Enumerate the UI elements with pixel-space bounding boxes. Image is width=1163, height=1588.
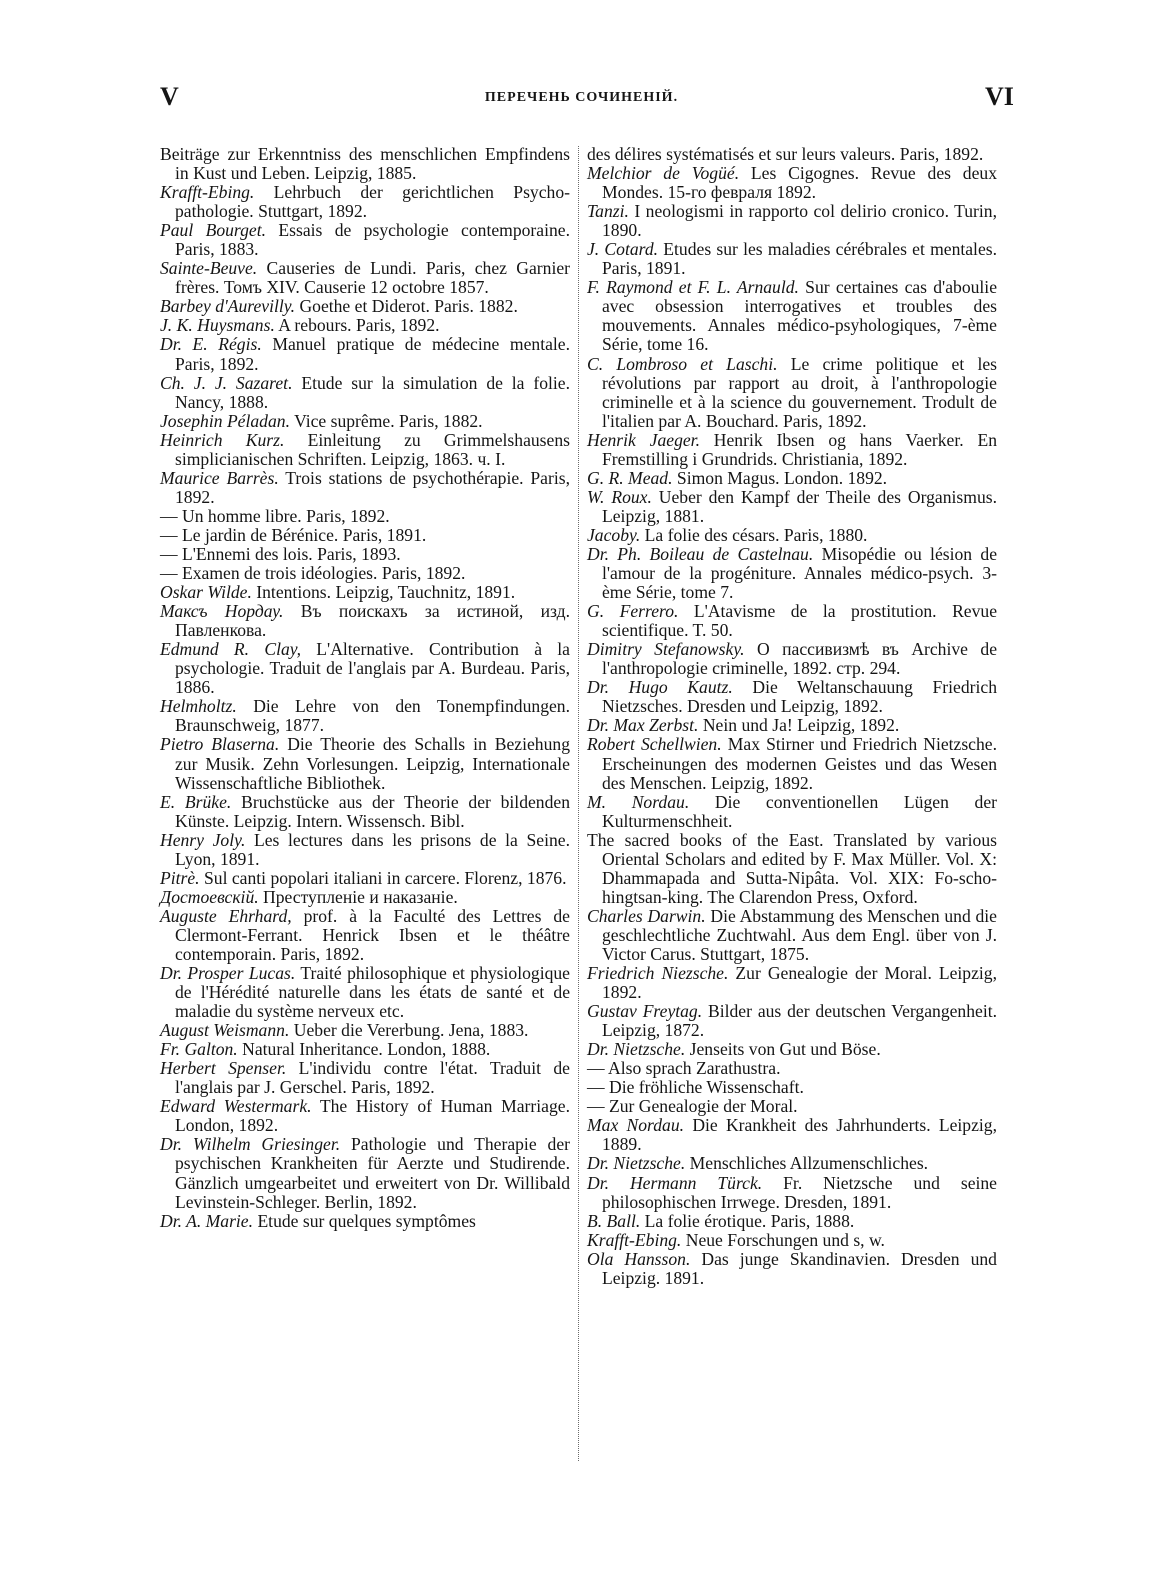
entry-text: — Un homme libre. Paris, 1892. bbox=[160, 505, 390, 526]
bibliography-entry bbox=[587, 716, 997, 735]
entry-author: Dr. Nietzsche. bbox=[587, 1039, 686, 1060]
bibliography-entry bbox=[160, 545, 570, 564]
bibliography-entry bbox=[587, 1002, 997, 1040]
entry-author: Max Nordau. bbox=[587, 1115, 685, 1136]
entry-text: Etude sur la simulation de la folie. Nancy, 1888. bbox=[175, 372, 570, 412]
bibliography-entry bbox=[160, 374, 570, 412]
entry-text: Traité philosophique et physiologique de l'Hérédité naturelle dans les états de santé et de maladie du système nerveux etc. bbox=[175, 963, 570, 1022]
entry-author: G. R. Mead. bbox=[587, 467, 673, 488]
entry-text: Trois stations de psychothérapie. Paris, 1892. bbox=[175, 467, 570, 507]
entry-text: Etude sur quelques symptômes bbox=[257, 1210, 476, 1231]
bibliography-entry bbox=[587, 1231, 997, 1250]
entry-author: Dr. Ph. Boileau de Castelnau. bbox=[587, 543, 814, 564]
entry-text: Simon Magus. London. 1892. bbox=[676, 467, 888, 488]
entry-author: Максъ Нордау. bbox=[160, 601, 284, 622]
running-title: ПЕРЕЧЕНЬ СОЧИНЕНІЙ. bbox=[484, 90, 679, 105]
entry-text: Въ поискахъ за истиной, изд. Павленкова. bbox=[175, 601, 570, 641]
entry-text: des délires systématisés et sur leurs valeurs. Paris, 1892. bbox=[587, 144, 984, 164]
bibliography-entry bbox=[160, 735, 570, 792]
bibliography-entry bbox=[160, 221, 570, 259]
bibliography-entry bbox=[587, 964, 997, 1002]
bibliography-entry bbox=[587, 145, 997, 164]
entry-author: Достоевскій. bbox=[160, 886, 259, 907]
bibliography-entry bbox=[587, 469, 997, 488]
entry-author: Oskar Wilde. bbox=[160, 582, 252, 603]
entry-text: Ueber die Vererbung. Jena, 1883. bbox=[293, 1020, 529, 1041]
entry-text: Goethe et Diderot. Paris. 1882. bbox=[299, 296, 518, 317]
bibliography-entry bbox=[160, 583, 570, 602]
bibliography-entry bbox=[160, 1212, 570, 1231]
entry-text: Les Cigognes. Revue des deux Mondes. 15-го февраля 1892. bbox=[602, 163, 997, 203]
entry-text: Vice suprême. Paris, 1882. bbox=[294, 410, 483, 431]
entry-author: Josephin Péladan. bbox=[160, 410, 290, 431]
bibliography-entry bbox=[160, 297, 570, 316]
page-number-right: VI bbox=[985, 82, 1014, 111]
bibliography-entry bbox=[587, 735, 997, 792]
entry-text: Ueber den Kampf der Theile des Organismus. Leipzig, 1881. bbox=[602, 486, 997, 526]
entry-text: L'individu contre l'état. Traduit de l'anglais par J. Gerschel. Paris, 1892. bbox=[175, 1058, 570, 1098]
entry-author: J. Cotard. bbox=[587, 239, 659, 260]
entry-text: — Examen de trois idéologies. Paris, 1892. bbox=[160, 563, 466, 584]
entry-author: J. K. Huysmans. bbox=[160, 315, 275, 336]
entry-text: Le crime politique et les révolutions par rapport au droit, à l'anthropologie criminelle et à la science du gouvernement. Trodult de l'italien par A. Bouchard. Paris, 1892. bbox=[602, 353, 997, 431]
bibliography-entry bbox=[160, 1097, 570, 1135]
bibliography-entry bbox=[587, 278, 997, 354]
entry-text: Menschliches Allzumenschliches. bbox=[689, 1153, 929, 1174]
entry-author: Fr. Galton. bbox=[160, 1039, 238, 1060]
page-header bbox=[0, 82, 1163, 112]
entry-text: Jenseits von Gut und Böse. bbox=[689, 1039, 881, 1060]
bibliography-entry bbox=[160, 564, 570, 583]
entry-author: Charles Darwin. bbox=[587, 905, 706, 926]
entry-author: August Weismann. bbox=[160, 1020, 290, 1041]
bibliography-entry bbox=[587, 488, 997, 526]
page-number-left: V bbox=[160, 82, 179, 111]
entry-text: Die Lehre von den Tonempfindungen. Braunschweig, 1877. bbox=[175, 696, 570, 736]
entry-text: — Die fröhliche Wissenschaft. bbox=[587, 1077, 804, 1098]
entry-author: Heinrich Kurz. bbox=[160, 429, 285, 450]
column-divider bbox=[578, 146, 579, 1461]
entry-text: La folie érotique. Paris, 1888. bbox=[644, 1210, 855, 1231]
bibliography-entry bbox=[160, 602, 570, 640]
bibliography-entry bbox=[587, 1174, 997, 1212]
entry-author: Jacoby. bbox=[587, 524, 641, 545]
bibliography-entry bbox=[160, 507, 570, 526]
entry-text: Etudes sur les maladies cérébrales et mentales. Paris, 1891. bbox=[602, 239, 998, 279]
bibliography-entry bbox=[587, 431, 997, 469]
entry-text: Die conventionellen Lügen der Kulturmenschheit. bbox=[602, 791, 997, 831]
bibliography-entry bbox=[160, 1021, 570, 1040]
bibliography-entry bbox=[160, 831, 570, 869]
entry-author: E. Brüke. bbox=[160, 791, 232, 812]
entry-author: Ch. J. J. Sazaret. bbox=[160, 372, 293, 393]
entry-text: I neologismi in rapporto col delirio cronico. Turin, 1890. bbox=[602, 201, 997, 241]
entry-text: Преступленіе и наказаніе. bbox=[263, 886, 458, 907]
entry-text: — Zur Genealogie der Moral. bbox=[587, 1096, 798, 1117]
bibliography-entry bbox=[160, 412, 570, 431]
entry-author: Dr. Nietzsche. bbox=[587, 1153, 686, 1174]
entry-author: Tanzi. bbox=[587, 201, 629, 222]
entry-author: Maurice Barrès. bbox=[160, 467, 279, 488]
bibliography-entry bbox=[160, 907, 570, 964]
bibliography-entry bbox=[160, 964, 570, 1021]
bibliography-entry bbox=[160, 793, 570, 831]
bibliography-entry bbox=[160, 183, 570, 221]
entry-author: Edmund R. Clay, bbox=[160, 639, 301, 660]
bibliography-entry bbox=[587, 1097, 997, 1116]
entry-author: Dimitry Stefanowsky. bbox=[587, 639, 745, 660]
entry-author: Pietro Blaserna. bbox=[160, 734, 280, 755]
entry-author: Friedrich Niezsche. bbox=[587, 963, 729, 984]
bibliography-entry bbox=[160, 1040, 570, 1059]
entry-author: M. Nordau. bbox=[587, 791, 690, 812]
entry-text: prof. à la Faculté des Lettres de Clermont-Ferrant. Henrick Ibsen et le théâtre contemporain. Paris, 1892. bbox=[175, 905, 570, 964]
entry-author: Dr. Hermann Türck. bbox=[587, 1172, 763, 1193]
bibliography-entry bbox=[587, 526, 997, 545]
bibliography-entry bbox=[587, 1250, 997, 1288]
bibliography-entry bbox=[587, 1154, 997, 1173]
bibliography-entry bbox=[587, 355, 997, 431]
entry-author: F. Raymond et F. L. Arnauld. bbox=[587, 277, 799, 298]
entry-author: Henry Joly. bbox=[160, 829, 246, 850]
entry-text: — L'Ennemi des lois. Paris, 1893. bbox=[160, 543, 401, 564]
entry-author: Dr. E. Régis. bbox=[160, 334, 262, 355]
entry-author: Gustav Freytag. bbox=[587, 1001, 703, 1022]
entry-author: Henrik Jaeger. bbox=[587, 429, 700, 450]
bibliography-entry bbox=[160, 1135, 570, 1211]
entry-text: Die Krankheit des Jahrhunderts. Leipzig, 1889. bbox=[602, 1115, 997, 1155]
entry-author: C. Lombroso et Laschi. bbox=[587, 353, 778, 374]
bibliography-entry bbox=[160, 335, 570, 373]
left-column bbox=[160, 145, 570, 1231]
entry-text: Causeries de Lundi. Paris, chez Garnier frères. Томъ XIV. Causerie 12 octobre 1857. bbox=[175, 258, 570, 298]
bibliography-entry bbox=[587, 1059, 997, 1078]
bibliography-entry bbox=[587, 793, 997, 831]
entry-text: — Also sprach Zarathustra. bbox=[587, 1058, 781, 1079]
bibliography-entry bbox=[587, 678, 997, 716]
entry-author: Dr. A. Marie. bbox=[160, 1210, 254, 1231]
bibliography-entry bbox=[160, 259, 570, 297]
entry-author: Auguste Ehrhard, bbox=[160, 905, 292, 926]
entry-author: Barbey d'Aurevilly. bbox=[160, 296, 296, 317]
entry-author: Sainte-Beuve. bbox=[160, 258, 258, 279]
bibliography-entry bbox=[160, 469, 570, 507]
entry-text: Die Abstammung des Menschen und die geschlechtliche Zuchtwahl. Aus dem Engl. über von J. Victor Carus. Stuttgart, 1875. bbox=[602, 905, 997, 964]
entry-text: Beiträge zur Erkenntniss des menschlichen Empfindens in Kust und Leben. Leipzig, 1885. bbox=[160, 144, 570, 184]
entry-text: Bruchstücke aus der Theorie der bildenden Künste. Leipzig. Intern. Wissensch. Bibl. bbox=[175, 791, 570, 831]
bibliography-entry bbox=[587, 164, 997, 202]
entry-text: Max Stirner und Friedrich Nietzsche. Erscheinungen des modernen Geistes und das Wesen des Menschen. Leipzig, 1892. bbox=[602, 734, 997, 793]
entry-text: Fr. Nietzsche und seine philosophischen Irrwege. Dresden, 1891. bbox=[602, 1172, 997, 1212]
entry-text: — Le jardin de Bérénice. Paris, 1891. bbox=[160, 524, 427, 545]
entry-text: Zur Genealogie der Moral. Leipzig, 1892. bbox=[602, 963, 997, 1003]
entry-author: B. Ball. bbox=[587, 1210, 641, 1231]
bibliography-entry bbox=[160, 431, 570, 469]
entry-text: Die Theorie des Schalls in Beziehung zur Musik. Zehn Vorlesungen. Leipzig, Internationale Wissenschaftliche Bibliothek. bbox=[175, 734, 570, 793]
entry-text: La folie des césars. Paris, 1880. bbox=[644, 524, 868, 545]
entry-text: Intentions. Leipzig, Tauchnitz, 1891. bbox=[256, 582, 516, 603]
bibliography-entry bbox=[587, 1040, 997, 1059]
entry-author: Dr. Max Zerbst. bbox=[587, 715, 699, 736]
entry-text: L'Alternative. Contribution à la psychologie. Traduit de l'anglais par A. Burdeau. Paris, 1886. bbox=[175, 639, 570, 698]
entry-text: Henrik Ibsen og hans Vaerker. En Fremstilling i Grundrids. Christiania, 1892. bbox=[602, 429, 997, 469]
entry-text: Essais de psychologie contemporaine. Paris, 1883. bbox=[175, 220, 570, 260]
entry-author: Robert Schellwien. bbox=[587, 734, 722, 755]
entry-text: О пассивизмѣ въ Archive de l'anthropologie criminelle, 1892. стр. 294. bbox=[602, 639, 998, 679]
entry-author: Edward Westermark. bbox=[160, 1096, 312, 1117]
bibliography-entry bbox=[160, 640, 570, 697]
entry-text: Das junge Skandinavien. Dresden und Leipzig. 1891. bbox=[602, 1248, 997, 1288]
entry-author: Paul Bourget. bbox=[160, 220, 267, 241]
bibliography-entry bbox=[587, 831, 997, 907]
entry-author: W. Roux. bbox=[587, 486, 652, 507]
bibliography-entry bbox=[160, 526, 570, 545]
entry-author: Krafft-Ebing. bbox=[160, 182, 255, 203]
entry-author: Dr. Hugo Kautz. bbox=[587, 677, 733, 698]
bibliography-entry bbox=[160, 145, 570, 183]
right-column bbox=[587, 145, 997, 1288]
entry-author: G. Ferrero. bbox=[587, 601, 679, 622]
entry-text: Nein und Ja! Leipzig, 1892. bbox=[702, 715, 900, 736]
bibliography-entry bbox=[587, 545, 997, 602]
entry-text: The sacred books of the East. Translated by various Oriental Scholars and edited by F. Max Müller. Vol. X: Dhammapada and Sutta-Nipâta. Vol. XIX: Fo-scho-hingtsan-king. The Clarendon Press, Oxford. bbox=[587, 829, 997, 907]
entry-author: Dr. Prosper Lucas. bbox=[160, 963, 296, 984]
bibliography-entry bbox=[160, 697, 570, 735]
entry-author: Melchior de Vogüé. bbox=[587, 163, 740, 184]
bibliography-entry bbox=[587, 1212, 997, 1231]
bibliography-entry bbox=[587, 907, 997, 964]
entry-text: Sul canti popolari italiani in carcere. Florenz, 1876. bbox=[203, 867, 567, 888]
bibliography-entry bbox=[587, 1078, 997, 1097]
bibliography-entry bbox=[587, 640, 997, 678]
entry-author: Dr. Wilhelm Griesinger. bbox=[160, 1134, 341, 1155]
entry-text: Neue Forschungen und s, w. bbox=[685, 1229, 885, 1250]
entry-text: Einleitung zu Grimmelshausens simplicianischen Schriften. Leipzig, 1863. ч. I. bbox=[175, 429, 570, 469]
entry-text: A rebours. Paris, 1892. bbox=[278, 315, 440, 336]
bibliography-entry bbox=[587, 602, 997, 640]
entry-text: Misopédie ou lésion de l'amour de la progéniture. Annales médico-psych. 3-ème Série, tome 7. bbox=[602, 543, 997, 603]
entry-text: Die Weltanschauung Friedrich Nietzsches. Dresden und Leipzig, 1892. bbox=[602, 677, 997, 717]
entry-author: Herbert Spenser. bbox=[160, 1058, 287, 1079]
bibliography-entry bbox=[587, 202, 997, 240]
entry-text: Bilder aus der deutschen Vergangenheit. Leipzig, 1872. bbox=[602, 1001, 998, 1041]
entry-text: Les lectures dans les prisons de la Seine. Lyon, 1891. bbox=[175, 829, 570, 869]
entry-text: Manuel pratique de médecine mentale. Paris, 1892. bbox=[175, 334, 571, 374]
entry-author: Helmholtz. bbox=[160, 696, 237, 717]
bibliography-entry bbox=[587, 1116, 997, 1154]
bibliography-entry bbox=[160, 1059, 570, 1097]
entry-author: Ola Hansson. bbox=[587, 1248, 691, 1269]
entry-text: L'Atavisme de la prostitution. Revue scientifique. T. 50. bbox=[602, 601, 998, 641]
entry-text: Natural Inheritance. London, 1888. bbox=[242, 1039, 491, 1060]
entry-text: The History of Human Marriage. London, 1892. bbox=[175, 1096, 570, 1136]
bibliography-entry bbox=[160, 316, 570, 335]
bibliography-entry bbox=[160, 888, 570, 907]
entry-author: Krafft-Ebing. bbox=[587, 1229, 682, 1250]
entry-author: Pitrè. bbox=[160, 867, 200, 888]
entry-text: Sur certaines cas d'aboulie avec obsession interrogatives et troubles des mouvements. Annales médico-psyhologiques, 7-ème Série, tome 16. bbox=[602, 277, 998, 355]
entry-text: Pathologie und Therapie der psychischen Krankheiten für Aerzte und Studirende. Gänzlich umgearbeitet und erweitert von Dr. Willibald Levinstein-Schleger. Berlin, 1892. bbox=[175, 1134, 570, 1212]
entry-text: Lehrbuch der gerichtlichen Psycho-pathologie. Stuttgart, 1892. bbox=[175, 182, 570, 222]
bibliography-entry bbox=[160, 869, 570, 888]
bibliography-entry bbox=[587, 240, 997, 278]
